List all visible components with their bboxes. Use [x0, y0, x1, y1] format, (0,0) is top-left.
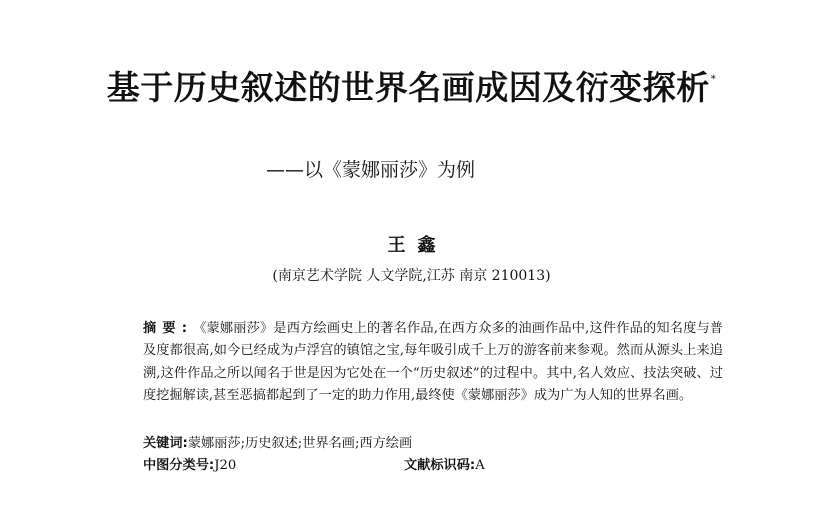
abstract-text: 《蒙娜丽莎》是西方绘画史上的著名作品,在西方众多的油画作品中,这件作品的知名度与普及度都很高,如今已经成为卢浮宫的镇馆之宝,每年吸引成千上万的游客前来参观。然而从源头上来追溯,这件作品之所以闻名于世是因为它处在一个“历史叙述”的过程中。其中,名人效应、技法突破、过度挖掘解读,甚至恶搞都起到了一定的助力作用,最终使《蒙娜丽莎》成为广为人知的世界名画。 — [143, 321, 723, 404]
keywords — [143, 434, 412, 454]
document-code — [404, 456, 485, 476]
author-name: 王鑫 — [387, 235, 448, 256]
title-footnote-mark: * — [710, 74, 717, 85]
paper-title-text: 基于历史叙述的世界名画成因及衍变探析 — [106, 68, 710, 107]
abstract-label: 摘要: — [143, 321, 194, 336]
clc-number — [143, 456, 236, 476]
clc-value: J20 — [214, 458, 237, 473]
document-code-value: A — [475, 458, 485, 473]
clc-label: 中图分类号: — [143, 458, 215, 473]
paper-subtitle: ——以《蒙娜丽莎》为例 — [266, 159, 476, 181]
author-affiliation: (南京艺术学院 人文学院,江苏 南京 210013) — [272, 268, 551, 284]
paper-title — [0, 68, 823, 108]
keywords-label: 关键词: — [143, 436, 188, 451]
document-code-label: 文献标识码: — [404, 458, 476, 473]
keywords-text: 蒙娜丽莎;历史叙述;世界名画;西方绘画 — [187, 436, 413, 451]
abstract — [143, 318, 723, 408]
